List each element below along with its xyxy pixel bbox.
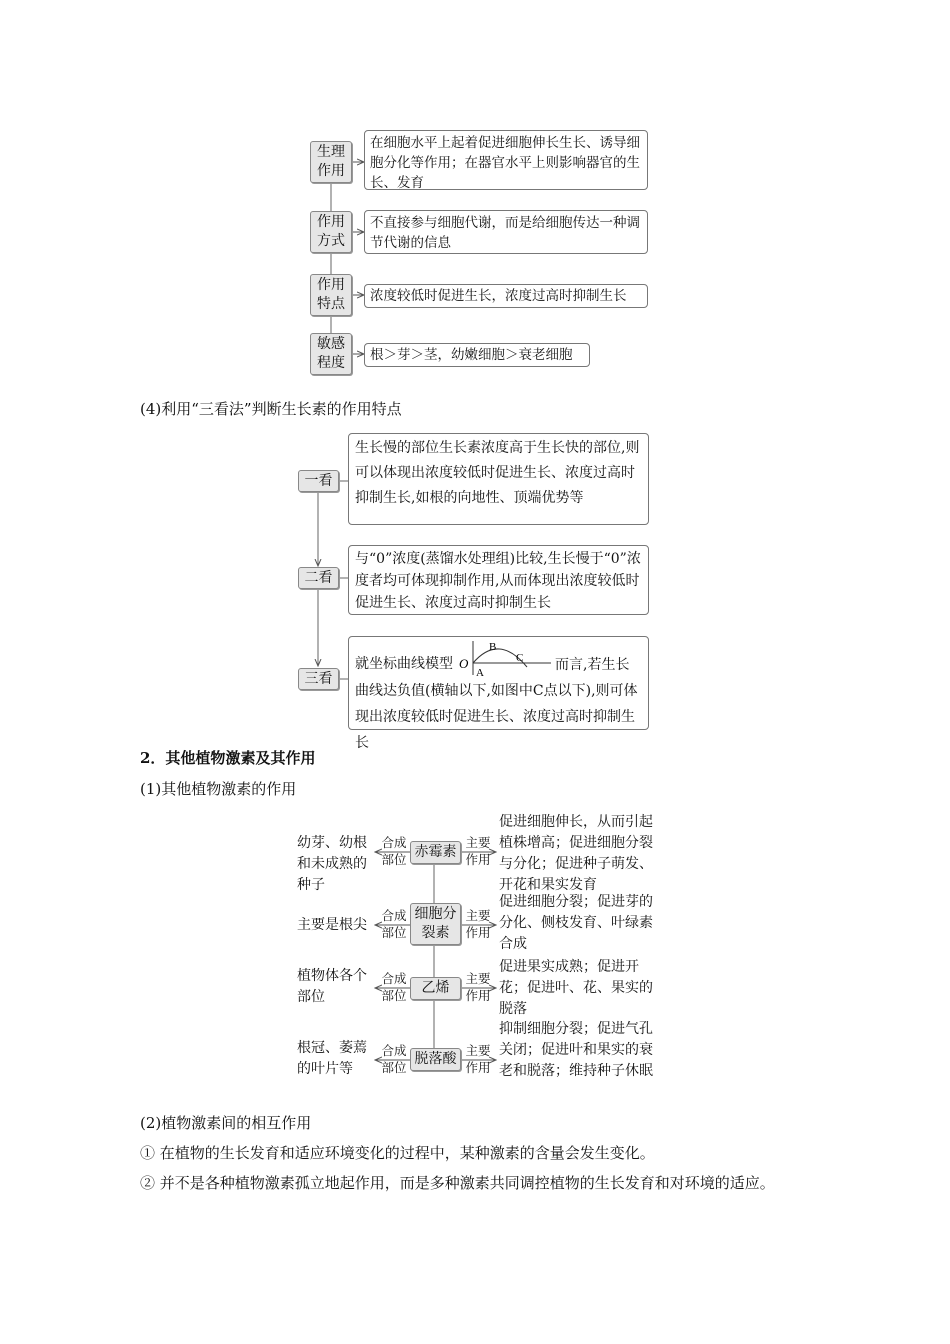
step3-text-after: 而言,若生长曲线达负值(横轴以下,如图中C点以下),则可体现出浓度较低时促进生长、浓度过高时抑制生长	[355, 657, 638, 751]
flow1-label-physiological: 生理 作用	[310, 141, 352, 183]
hormone-ethylene: 乙烯	[410, 977, 461, 1000]
hormone-left-label: 合成 部位	[381, 835, 407, 867]
hormone-site: 根冠、萎蔫的叶片等	[297, 1040, 367, 1077]
flow1-label-mode: 作用 方式	[310, 211, 352, 253]
hormone-right-label: 主要 作用	[465, 1043, 491, 1075]
hormone-gibberellin: 赤霉素	[410, 841, 461, 864]
hormone-left-label: 合成 部位	[381, 971, 407, 1003]
hormone-site: 幼芽、幼根和未成熟的种子	[297, 835, 367, 893]
section2-2-heading: (2)植物激素间的相互作用	[140, 1114, 312, 1132]
hormone-left-label: 合成 部位	[381, 908, 407, 940]
hormone-effect: 促进细胞伸长，从而引起植株增高；促进细胞分裂与分化；促进种子萌发、开花和果实发育	[499, 814, 653, 893]
flow1-text-feature: 浓度较低时促进生长，浓度过高时抑制生长	[364, 284, 648, 308]
hormone-site: 主要是根尖	[297, 917, 367, 933]
hormone-right-label: 主要 作用	[465, 835, 491, 867]
point-2: ② 并不是各种植物激素孤立地起作用，而是多种激素共同调控植物的生长发育和对环境的适应。	[140, 1174, 775, 1192]
hormone-effect: 促进果实成熟；促进开花；促进叶、花、果实的脱落	[499, 959, 653, 1017]
hormone-right-label: 主要 作用	[465, 908, 491, 940]
step3-label: 三看	[298, 668, 339, 690]
flow1-text-sensitivity: 根＞芽＞茎，幼嫩细胞＞衰老细胞	[364, 343, 590, 367]
step3-box	[348, 636, 649, 751]
flow1-label-feature: 作用 特点	[310, 274, 352, 316]
flow1-text-mode: 不直接参与细胞代谢，而是给细胞传达一种调节代谢的信息	[364, 210, 648, 254]
hormone-left-label: 合成 部位	[381, 1043, 407, 1075]
section4-heading: (4)利用“三看法”判断生长素的作用特点	[140, 400, 402, 418]
section2-heading: 2．其他植物激素及其作用	[140, 749, 316, 767]
curve-label-c: C	[516, 652, 524, 664]
curve-label-b: B	[489, 641, 497, 653]
step3-text-before: 就坐标曲线模型	[355, 656, 453, 672]
hormone-cytokinin: 细胞分裂素	[410, 903, 461, 945]
flow1-label-sensitivity: 敏感 程度	[310, 333, 352, 375]
curve-label-origin: O	[459, 656, 469, 671]
section2-1-heading: (1)其他植物激素的作用	[140, 780, 297, 798]
hormone-right-label: 主要 作用	[465, 971, 491, 1003]
flow1-text-physiological: 在细胞水平上起着促进细胞伸长生长、诱导细胞分化等作用；在器官水平上则影响器官的生长、发育	[364, 130, 648, 190]
hormone-effect: 抑制细胞分裂；促进气孔关闭；促进叶和果实的衰老和脱落；维持种子休眠	[499, 1021, 653, 1079]
hormone-site: 植物体各个部位	[297, 968, 367, 1005]
point-1: ① 在植物的生长发育和适应环境变化的过程中，某种激素的含量会发生变化。	[140, 1144, 655, 1162]
hormone-abscisic-acid: 脱落酸	[410, 1048, 461, 1071]
hormone-effect: 促进细胞分裂；促进芽的分化、侧枝发育、叶绿素合成	[499, 894, 653, 952]
step1-text: 生长慢的部位生长素浓度高于生长快的部位,则可以体现出浓度较低时促进生长、浓度过高时抑制生长,如根的向地性、顶端优势等	[348, 433, 649, 525]
step2-text: 与“0”浓度(蒸馏水处理组)比较,生长慢于“0”浓度者均可体现抑制作用,从而体现出浓度较低时促进生长、浓度过高时抑制生长	[348, 545, 649, 615]
curve-label-a: A	[476, 667, 484, 677]
step1-label: 一看	[298, 470, 339, 492]
step2-label: 二看	[298, 567, 339, 589]
